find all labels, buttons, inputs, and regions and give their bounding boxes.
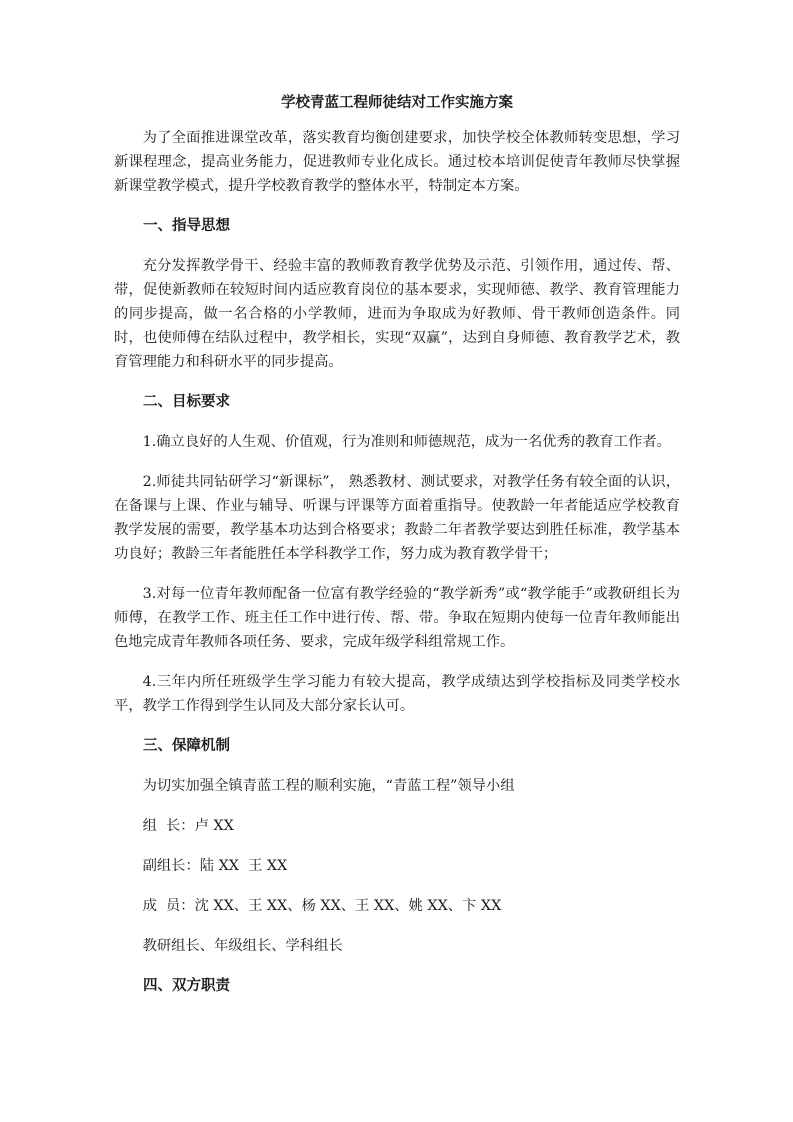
- safeguard-intro-line: 为切实加强全镇青蓝工程的顺利实施，“青蓝工程”领导小组: [142, 778, 515, 794]
- section-heading-safeguard: 三、保障机制: [143, 737, 230, 754]
- goal-item: 2.师徒共同钻研学习“新课标”， 熟悉教材、测试要求，对教学任务有较全面的认识，在备课与上课、作业与辅导、听课与评课等方面着重指导。使教龄一年者能适应学校教育教学发展的需要，教学基本功达到合格要求；教龄二年者教学要达到胜任标准，教学基本功良好；教龄三年者能胜任本学科教学工作，努力成为教育教学骨干；: [114, 474, 680, 562]
- goal-item: 4.三年内所任班级学生学习能力有较大提高，教学成绩达到学校指标及同类学校水平，教学工作得到学生认同及大部分家长认可。: [114, 674, 680, 714]
- document-body: [114, 92, 680, 1014]
- section-heading-goals: 二、目标要求: [143, 393, 230, 410]
- section-heading-responsibilities: 四、双方职责: [143, 977, 230, 994]
- document-title: 学校青蓝工程师徒结对工作实施方案: [281, 94, 513, 111]
- guiding-thought-paragraph: 充分发挥教学骨干、经验丰富的教师教育教学优势及示范、引领作用，通过传、帮、带，促使新教师在较短时间内适应教育岗位的基本要求，实现师德、教学、教育管理能力的同步提高，做一名合格的小学教师，进而为争取成为好教师、骨干教师创造条件。同时，也使师傅在结队过程中，教学相长，实现“双赢”，达到自身师德、教育教学艺术，教育管理能力和科研水平的同步提高。: [114, 258, 680, 370]
- goal-item: 3.对每一位青年教师配备一位富有教学经验的“教学新秀”或“教学能手”或教研组长为师傅，在教学工作、班主任工作中进行传、帮、带。争取在短期内使每一位青年教师能出色地完成青年教师各项任务、要求，完成年级学科组常规工作。: [114, 586, 680, 650]
- members-roles-line: 教研组长、年级组长、学科组长: [142, 938, 343, 954]
- intro-paragraph: 为了全面推进课堂改革，落实教育均衡创建要求，加快学校全体教师转变思想，学习新课程理念，提高业务能力，促进教师专业化成长。通过校本培训促使青年教师尽快掌握新课堂教学模式，提升学校教育教学的整体水平，特制定本方案。: [114, 130, 680, 194]
- members-line: 成 员：沈 XX、王 XX、杨 XX、王 XX、姚 XX、卞 XX: [142, 898, 502, 914]
- goal-item: 1.确立良好的人生观、价值观，行为准则和师德规范，成为一名优秀的教育工作者。: [142, 434, 671, 450]
- deputy-leader-line: 副组长：陆 XX 王 XX: [142, 858, 288, 874]
- group-leader-line: 组 长：卢 XX: [142, 818, 234, 834]
- section-heading-guiding-thought: 一、指导思想: [143, 217, 230, 234]
